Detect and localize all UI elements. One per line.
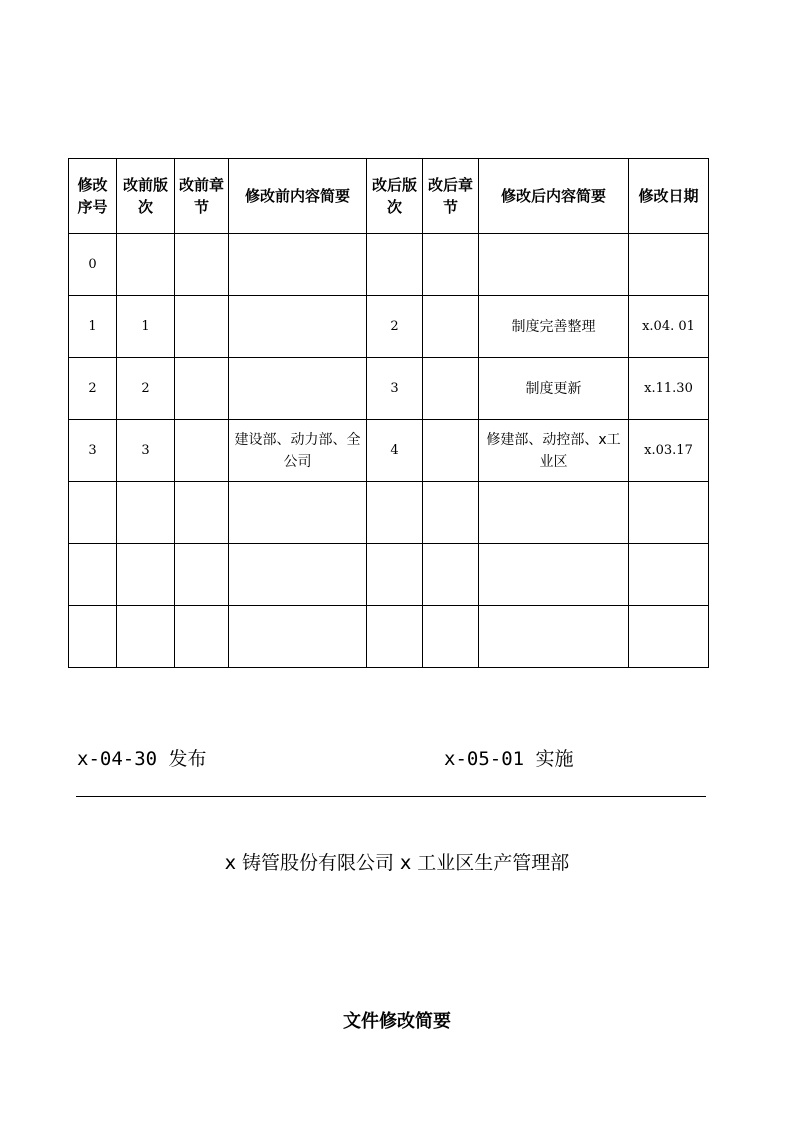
- table-cell: 2: [117, 358, 175, 420]
- table-cell: 制度更新: [479, 358, 629, 420]
- table-cell: [423, 606, 479, 668]
- table-cell: 3: [117, 420, 175, 482]
- table-cell: 建设部、动力部、全公司: [229, 420, 367, 482]
- table-cell: [117, 544, 175, 606]
- header-cell: 修改后内容简要: [479, 159, 629, 234]
- table-cell: x.04. 01: [629, 296, 709, 358]
- table-cell: [367, 544, 423, 606]
- table-cell: [423, 482, 479, 544]
- table-cell: [423, 296, 479, 358]
- table-cell: [229, 296, 367, 358]
- table-cell: [229, 234, 367, 296]
- table-header-row: [69, 159, 709, 234]
- header-cell: 改后章节: [423, 159, 479, 234]
- table-cell: [175, 544, 229, 606]
- table-cell: 3: [69, 420, 117, 482]
- table-cell: [367, 482, 423, 544]
- table-cell: 2: [367, 296, 423, 358]
- table-cell: [175, 358, 229, 420]
- header-cell: 修改序号: [69, 159, 117, 234]
- table-row: [69, 420, 709, 482]
- revision-table: [68, 158, 709, 668]
- effective-date: x-05-01 实施: [444, 748, 574, 770]
- table-cell: 1: [117, 296, 175, 358]
- divider: [76, 796, 706, 797]
- table-cell: [629, 606, 709, 668]
- table-cell: [117, 606, 175, 668]
- company-name: x 铸管股份有限公司 x 工业区生产管理部: [224, 852, 570, 874]
- table-cell: [175, 420, 229, 482]
- table-cell: x.03.17: [629, 420, 709, 482]
- table-cell: 4: [367, 420, 423, 482]
- table-cell: [229, 544, 367, 606]
- table-row: [69, 296, 709, 358]
- table-cell: 0: [69, 234, 117, 296]
- table-cell: [479, 544, 629, 606]
- table-row: [69, 482, 709, 544]
- table-cell: [367, 234, 423, 296]
- table-cell: [175, 296, 229, 358]
- table-cell: [175, 234, 229, 296]
- table-cell: 修建部、动控部、x工业区: [479, 420, 629, 482]
- document-title: 文件修改简要: [343, 1011, 451, 1032]
- table-cell: [423, 544, 479, 606]
- table-cell: 制度完善整理: [479, 296, 629, 358]
- header-cell: 修改前内容简要: [229, 159, 367, 234]
- table-cell: [629, 482, 709, 544]
- table-cell: [479, 234, 629, 296]
- table-cell: [117, 234, 175, 296]
- table-cell: [69, 482, 117, 544]
- table-cell: [175, 482, 229, 544]
- header-cell: 修改日期: [629, 159, 709, 234]
- table-cell: [69, 544, 117, 606]
- table-cell: [229, 482, 367, 544]
- header-cell: 改前版次: [117, 159, 175, 234]
- publish-date: x-04-30 发布: [77, 748, 207, 770]
- table-cell: 1: [69, 296, 117, 358]
- table-cell: [117, 482, 175, 544]
- header-cell: 改前章节: [175, 159, 229, 234]
- table-cell: [479, 482, 629, 544]
- table-cell: [229, 606, 367, 668]
- table-cell: [229, 358, 367, 420]
- table-cell: [423, 358, 479, 420]
- table-cell: 3: [367, 358, 423, 420]
- table-row: [69, 358, 709, 420]
- table-cell: [175, 606, 229, 668]
- header-cell: 改后版次: [367, 159, 423, 234]
- table-cell: [367, 606, 423, 668]
- table-cell: [69, 606, 117, 668]
- table-cell: [423, 234, 479, 296]
- table-cell: [479, 606, 629, 668]
- table-cell: 2: [69, 358, 117, 420]
- table-row: [69, 544, 709, 606]
- table-row: [69, 234, 709, 296]
- table-cell: [423, 420, 479, 482]
- table-cell: x.11.30: [629, 358, 709, 420]
- table-cell: [629, 234, 709, 296]
- table-row: [69, 606, 709, 668]
- table-cell: [629, 544, 709, 606]
